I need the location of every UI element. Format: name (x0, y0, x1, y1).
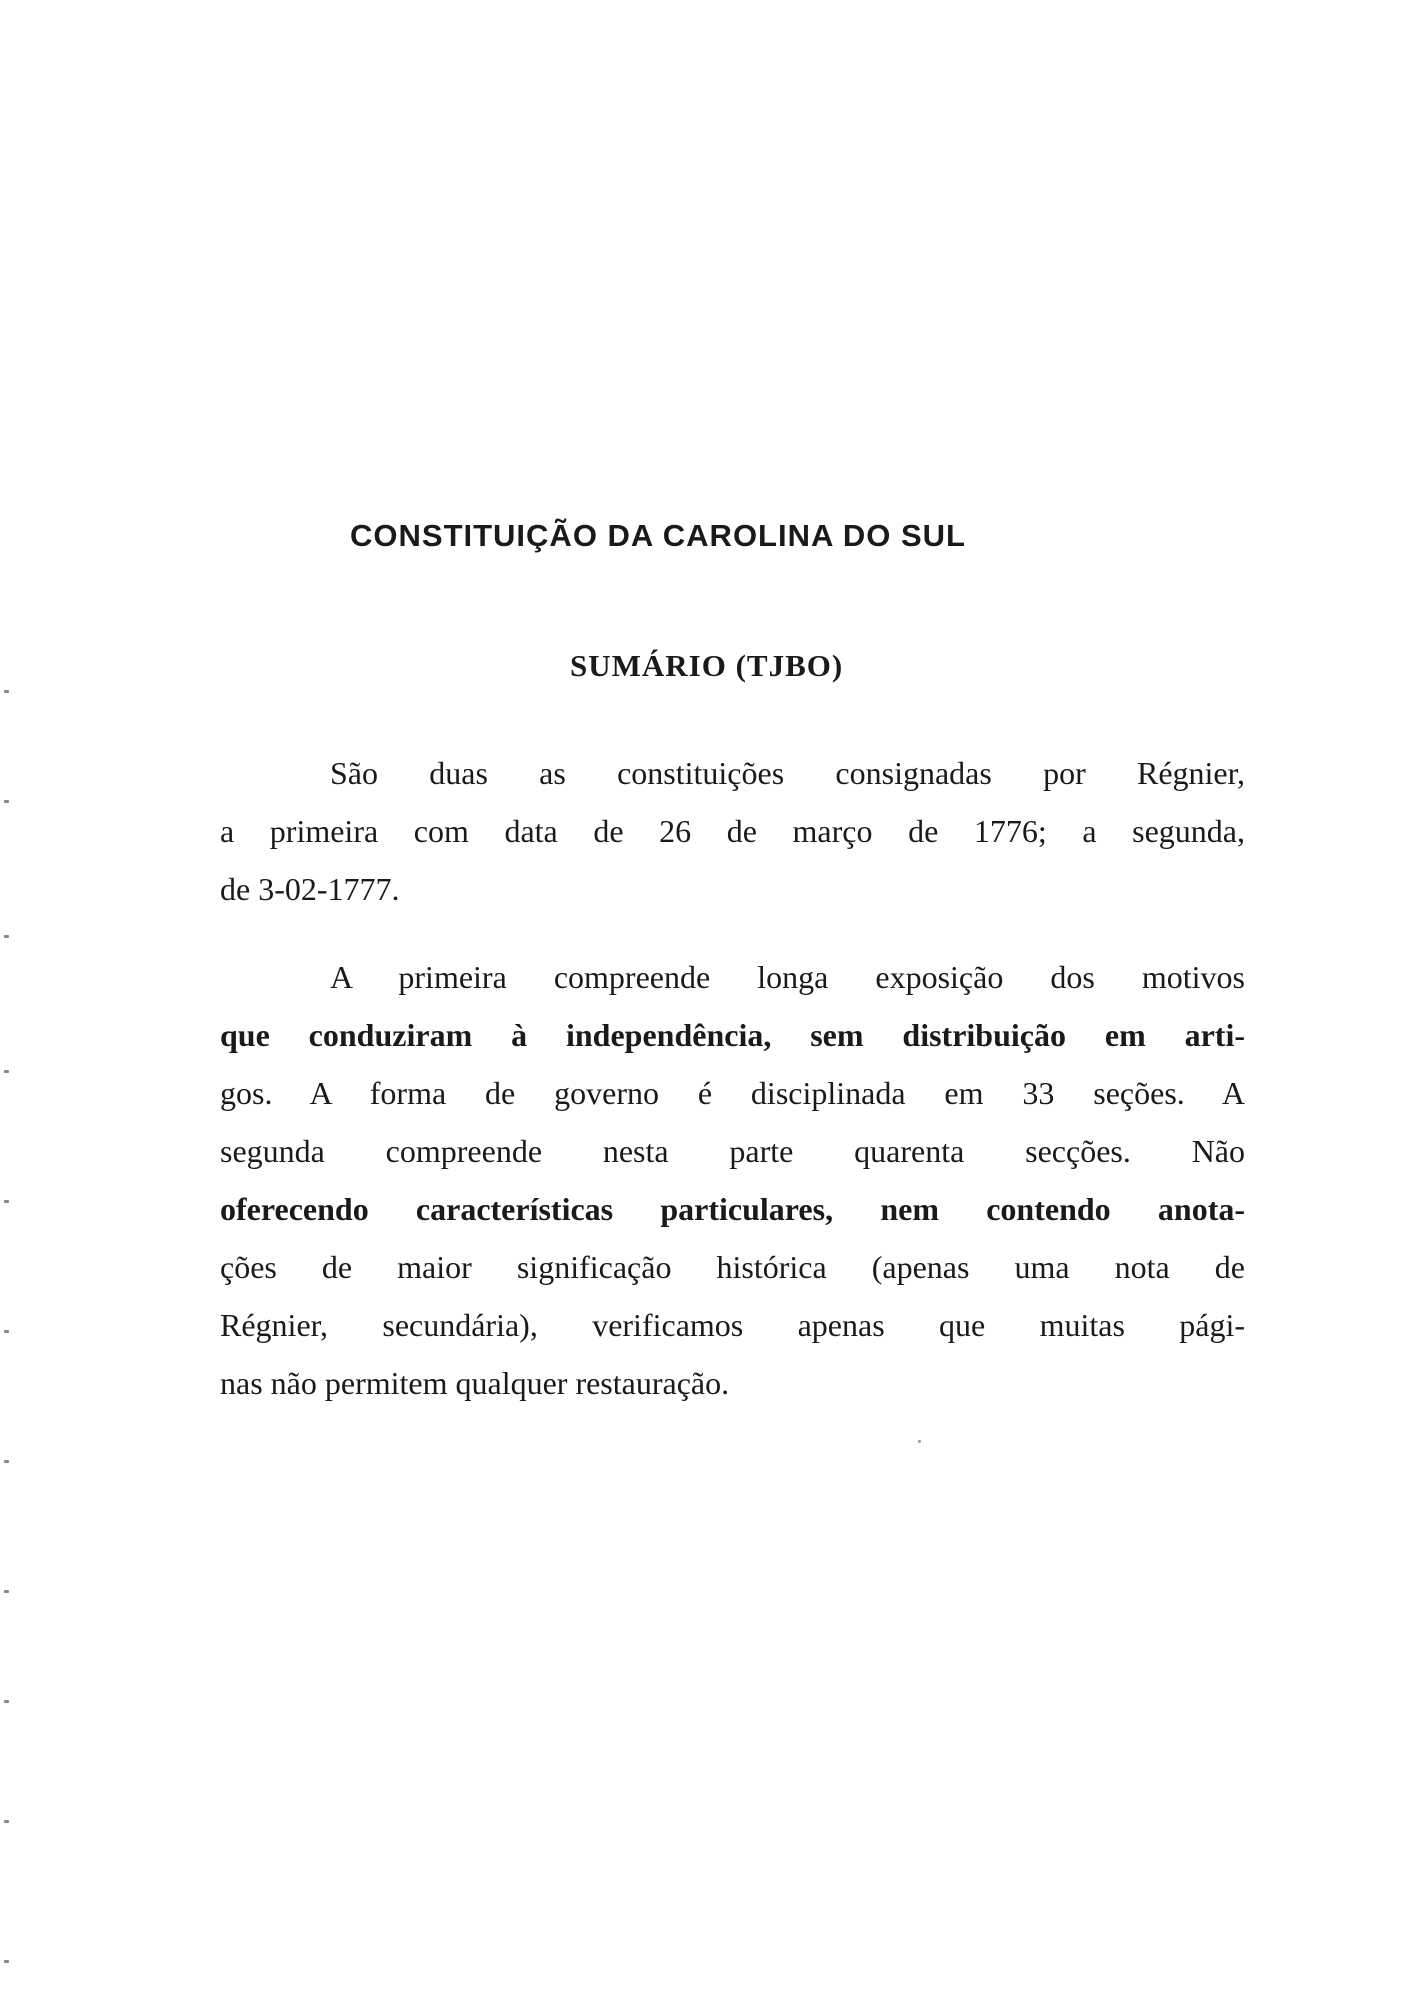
paragraph-line: nas não permitem qualquer restauração. (220, 1365, 730, 1401)
paragraph-line: ções de maior significação histórica (apenas uma nota de (220, 1249, 1245, 1285)
scan-artifact (4, 1070, 9, 1073)
paragraph-line: A primeira compreende longa exposição dos motivos (330, 959, 1245, 995)
paragraph-line: gos. A forma de governo é disciplinada em 33 seções. A (220, 1075, 1245, 1111)
scan-artifact (918, 1440, 921, 1443)
scan-artifact (4, 690, 9, 693)
document-subtitle: SUMÁRIO (TJBO) (570, 648, 844, 683)
paragraph-line: Régnier, secundária), verificamos apenas que muitas pági- (220, 1307, 1245, 1343)
scan-artifact (4, 1820, 9, 1823)
scan-artifact (4, 1200, 9, 1203)
scan-artifact (4, 1590, 9, 1593)
scan-artifact (4, 935, 9, 938)
paragraph-line: segunda compreende nesta parte quarenta secções. Não (220, 1133, 1245, 1169)
paragraph-line: que conduziram à independência, sem distribuição em arti- (220, 1017, 1245, 1053)
scan-artifact (4, 1960, 9, 1963)
paragraph-1 (220, 744, 1245, 918)
paragraph-line: oferecendo características particulares, nem contendo anota- (220, 1191, 1245, 1227)
scan-artifact (4, 1700, 9, 1703)
document-title: CONSTITUIÇÃO DA CAROLINA DO SUL (350, 518, 966, 553)
paragraph-line: São duas as constituições consignadas por Régnier, (330, 755, 1245, 791)
paragraph-line: de 3-02-1777. (220, 871, 400, 907)
scan-artifact (4, 1460, 9, 1463)
paragraph-line: a primeira com data de 26 de março de 1776; a segunda, (220, 813, 1245, 849)
scan-artifact (4, 800, 9, 803)
scan-artifact (4, 1330, 9, 1333)
paragraph-2 (220, 948, 1245, 1412)
